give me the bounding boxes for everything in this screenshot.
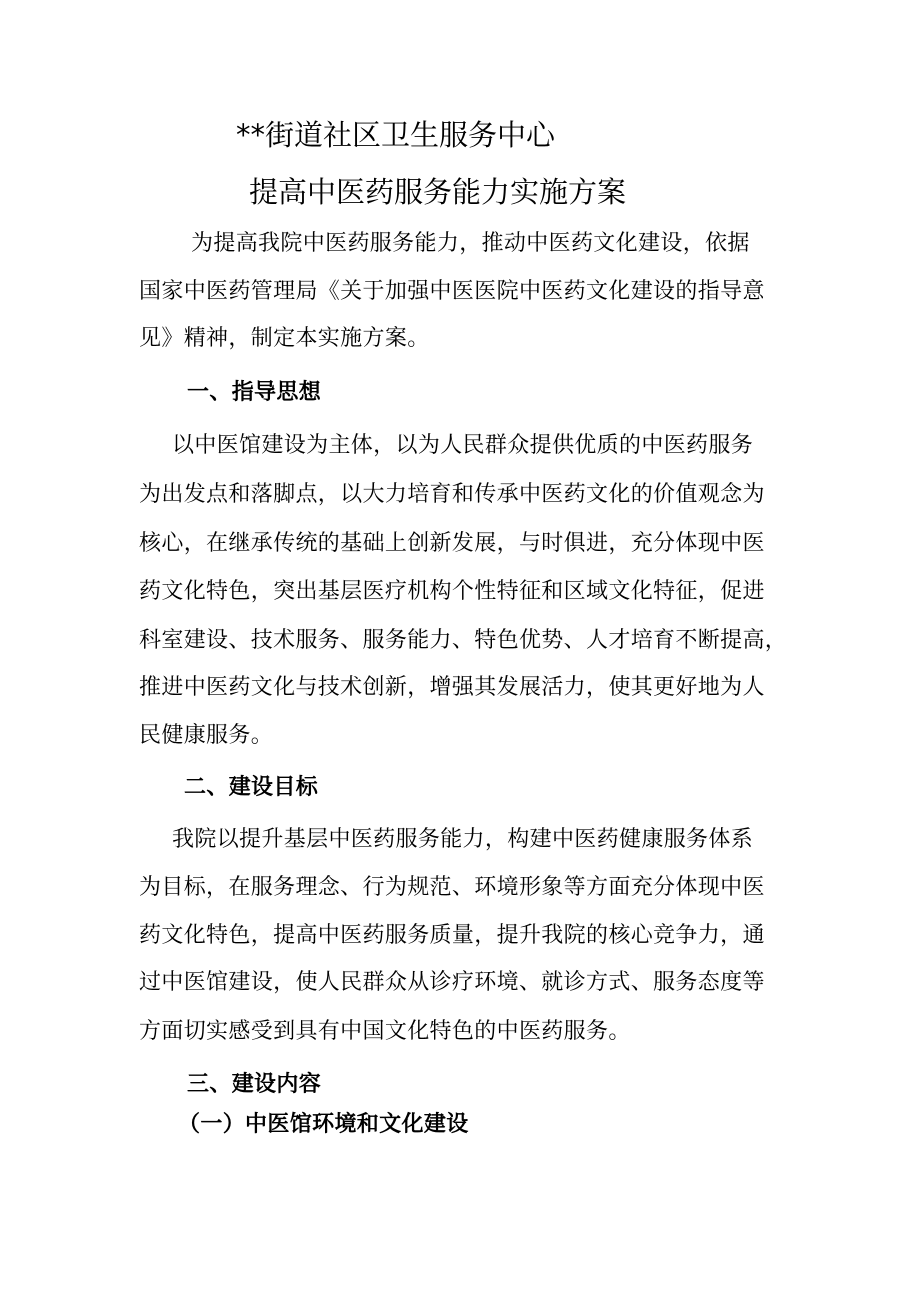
section-1-line: 以中医馆建设为主体，以为人民群众提供优质的中医药服务	[172, 433, 754, 458]
document-title-line-2: 提高中医药服务能力实施方案	[249, 175, 627, 209]
document-title-line-1: **街道社区卫生服务中心	[236, 118, 556, 152]
intro-line: 见》精神，制定本实施方案。	[139, 326, 430, 351]
section-1-line: 为出发点和落脚点，以大力培育和传承中医药文化的价值观念为	[139, 482, 765, 507]
section-2-line: 过中医馆建设，使人民群众从诊疗环境、就诊方式、服务态度等	[139, 970, 765, 995]
section-1-line: 药文化特色，突出基层医疗机构个性特征和区域文化特征，促进	[139, 579, 765, 604]
section-heading-construction-goals: 二、建设目标	[184, 774, 319, 800]
section-2-line: 为目标，在服务理念、行为规范、环境形象等方面充分体现中医	[139, 875, 765, 900]
section-heading-guiding-ideology: 一、指导思想	[187, 379, 322, 405]
intro-line: 国家中医药管理局《关于加强中医医院中医药文化建设的指导意	[139, 279, 765, 304]
section-2-line: 我院以提升基层中医药服务能力，构建中医药健康服务体系	[172, 827, 754, 852]
section-1-line: 科室建设、技术服务、服务能力、特色优势、人才培育不断提高，	[139, 628, 788, 653]
section-2-line: 药文化特色，提高中医药服务质量，提升我院的核心竞争力，通	[139, 923, 765, 948]
section-1-line: 核心，在继承传统的基础上创新发展，与时俱进，充分体现中医	[139, 531, 765, 556]
section-1-line: 民健康服务。	[139, 723, 274, 748]
section-1-line: 推进中医药文化与技术创新，增强其发展活力，使其更好地为人	[139, 675, 765, 700]
subsection-heading-environment-culture: （一）中医馆环境和文化建设	[178, 1111, 469, 1137]
intro-line: 为提高我院中医药服务能力，推动中医药文化建设，依据	[191, 231, 750, 256]
section-heading-construction-content: 三、建设内容	[187, 1071, 322, 1097]
section-2-line: 方面切实感受到具有中国文化特色的中医药服务。	[139, 1019, 631, 1044]
